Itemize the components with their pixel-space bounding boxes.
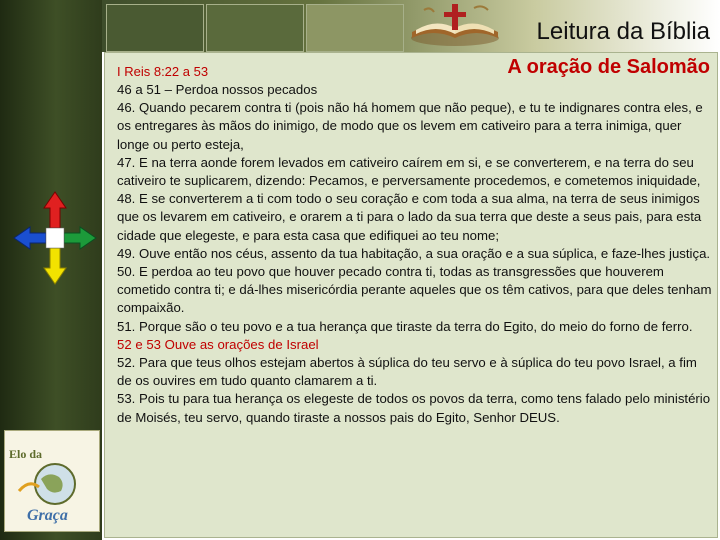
ministry-logo [4,430,100,532]
verse-47: 47. E na terra aonde forem levados em cativeiro caírem em si, e se converterem, e na terra do seu cativeiro te suplicarem, dizendo: Pecamos, e perversamente procedemos, e cometemos iniquidade, [117,154,701,189]
verse-49: 49. Ouve então nos céus, assento da tua habitação, a sua oração e a sua súplica, e faze-lhes justiça. [117,245,711,261]
verse-50: 50. E perdoa ao teu povo que houver pecado contra ti, todas as transgressões que houverem cometido contra ti; e dá-lhes misericórdia perante aqueles que os têm cativos, para que deles tenham compaixão. [117,264,712,316]
page-subtitle: A oração de Salomão [507,56,710,78]
scripture-text [117,81,715,427]
header-square-2 [206,4,304,52]
page-title: Leitura da Bíblia [536,18,710,45]
scripture-reference: I Reis 8:22 a 53 [117,64,209,79]
section-heading: 46 a 51 – Perdoa nossos pecados [117,82,318,97]
four-arrows-cross-icon [12,190,98,286]
verse-48: 48. E se converterem a ti com todo o seu coração e com toda a sua alma, na terra de seus inimigos que os levarem em cativeiro, e orarem a ti para o lado da sua terra que deste a seus pais, para esta cidade que elegeste, e para esta casa que edifiquei ao teu nome; [117,191,702,243]
verse-46: 46. Quando pecarem contra ti (pois não há homem que não peque), e tu te indignares contra eles, e os entregares às mãos do inimigo, de modo que os levem em cativeiro para a terra inimiga, quer longe ou perto esteja, [117,100,703,152]
header-square-1 [106,4,204,52]
globe-icon [15,461,89,507]
verse-51: 51. Porque são o teu povo e a tua herança que tiraste da terra do Egito, do meio do forno de ferro. [117,318,693,334]
header-square-3 [306,4,404,52]
verse-53: 53. Pois tu para tua herança os elegeste de todos os povos da terra, como tens falado pelo ministério de Moisés, teu servo, quando tiraste a nossos pais do Egito, Senhor DEUS. [117,391,711,425]
verse-52: 52. Para que teus olhos estejam abertos à súplica do teu servo e à súplica do teu povo Israel, a fim de os ouvires em tudo quanto clamarem a ti. [117,355,697,389]
logo-line1: Elo da [9,447,43,461]
logo-line2: Graça [27,507,68,524]
open-bible-icon [404,0,506,50]
section-heading: 52 e 53 Ouve as orações de Israel [117,336,319,352]
